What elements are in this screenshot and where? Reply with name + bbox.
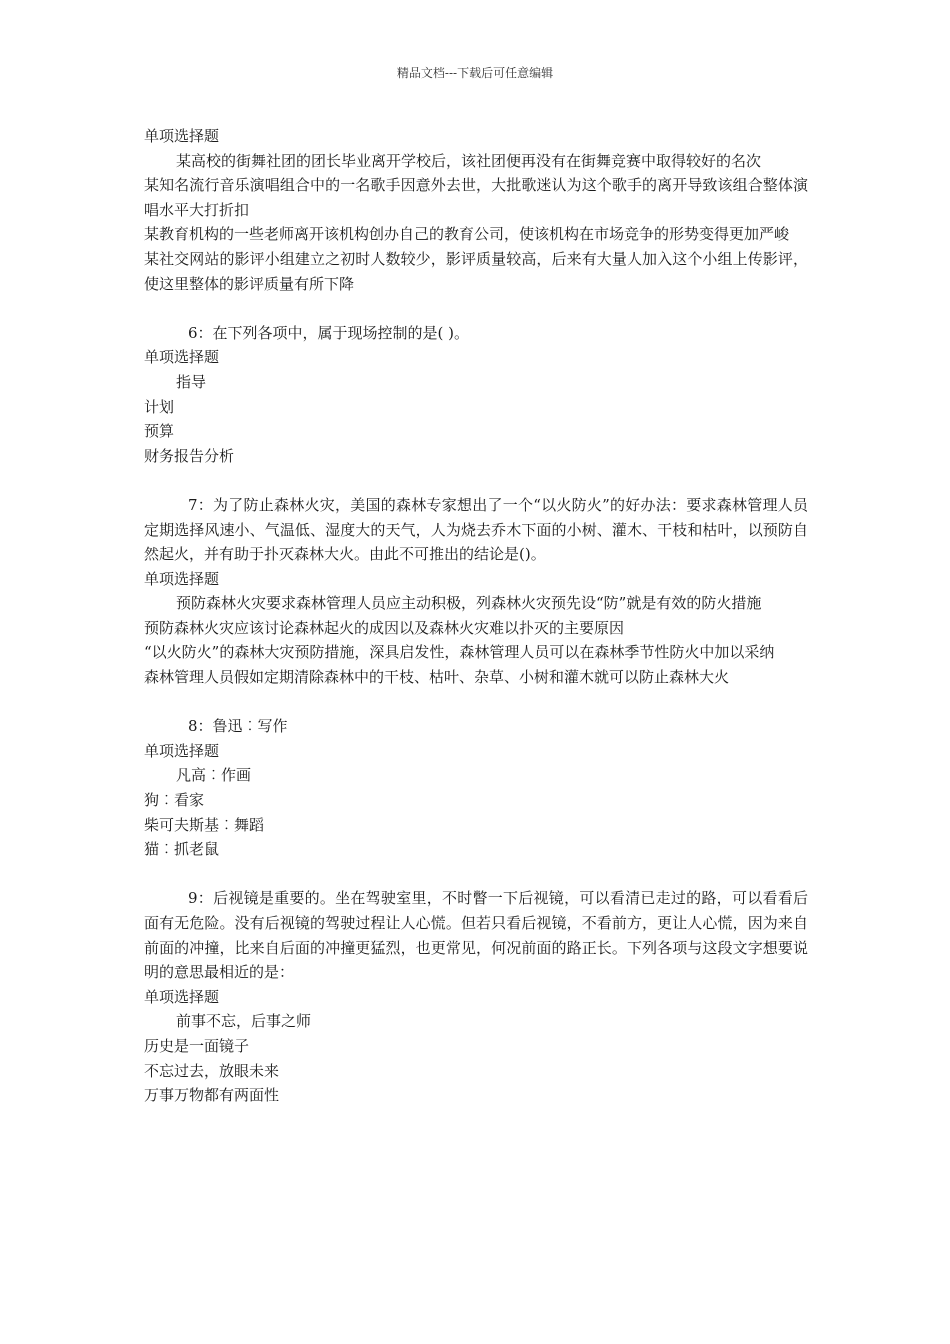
option-b: 某知名流行音乐演唱组合中的一名歌手因意外去世，大批歌迷认为这个歌手的离开导致该组合整体演唱水平大打折扣 (144, 176, 808, 219)
document-body (144, 124, 808, 1108)
option-c: 柴可夫斯基︰舞蹈 (144, 815, 265, 834)
question-9: 9：后视镜是重要的。坐在驾驶室里，不时瞥一下后视镜，可以看清已走过的路，可以看看后面有无危险。没有后视镜的驾驶过程让人心慌。但若只看后视镜，不看前方，更让人心慌，因为来自前面的冲撞，比来自后面的冲撞更猛烈，也更常见，何况前面的路正长。下列各项与这段文字想要说明的意思最相近的是： (144, 889, 808, 982)
question-7: 7：为了防止森林火灾，美国的森林专家想出了一个“以火防火”的好办法：要求森林管理人员定期选择风速小、气温低、湿度大的天气，人为烧去乔木下面的小树、灌木、干枝和枯叶，以预防自然起火，并有助于扑灭森林大火。由此不可推出的结论是()。 (144, 495, 808, 564)
option-b: 狗︰看家 (144, 791, 205, 810)
question-type-label: 单项选择题 (144, 987, 220, 1006)
option-a: 某高校的街舞社团的团长毕业离开学校后，该社团便再没有在街舞竞赛中取得较好的名次 (176, 151, 762, 170)
option-d: 森林管理人员假如定期清除森林中的干枝、枯叶、杂草、小树和灌木就可以防止森林大火 (144, 668, 730, 687)
option-c: “以火防火”的森林大灾预防措施，深具启发性，森林管理人员可以在森林季节性防火中加以采纳 (144, 643, 775, 662)
question-type-label: 单项选择题 (144, 348, 220, 367)
question-type-label: 单项选择题 (144, 569, 220, 588)
option-b: 预防森林火灾应该讨论森林起火的成因以及森林火灾难以扑灭的主要原因 (144, 618, 625, 637)
option-d: 财务报告分析 (144, 446, 235, 465)
option-a: 前事不忘，后事之师 (176, 1012, 312, 1031)
option-a: 指导 (176, 372, 207, 391)
option-c: 某教育机构的一些老师离开该机构创办自己的教育公司，使该机构在市场竞争的形势变得更加严峻 (144, 225, 790, 244)
option-b: 计划 (144, 397, 175, 416)
option-a: 凡高︰作画 (176, 766, 252, 785)
page-header: 精品文档---下载后可任意编辑 (396, 66, 554, 80)
option-a: 预防森林火灾要求森林管理人员应主动积极，列森林火灾预先设“防”就是有效的防火措施 (176, 594, 762, 613)
option-c: 预算 (144, 422, 175, 441)
question-6: 6：在下列各项中，属于现场控制的是( )。 (188, 323, 470, 342)
question-type-label: 单项选择题 (144, 741, 220, 760)
option-d: 猫︰抓老鼠 (144, 840, 220, 859)
question-8: 8：鲁迅︰写作 (188, 717, 288, 736)
option-c: 不忘过去，放眼未来 (144, 1061, 280, 1080)
option-b: 历史是一面镜子 (144, 1036, 250, 1055)
option-d: 万事万物都有两面性 (144, 1086, 280, 1105)
option-d: 某社交网站的影评小组建立之初时人数较少，影评质量较高，后来有大量人加入这个小组上传影评，使这里整体的影评质量有所下降 (144, 249, 808, 293)
question-type-label: 单项选择题 (144, 127, 220, 145)
